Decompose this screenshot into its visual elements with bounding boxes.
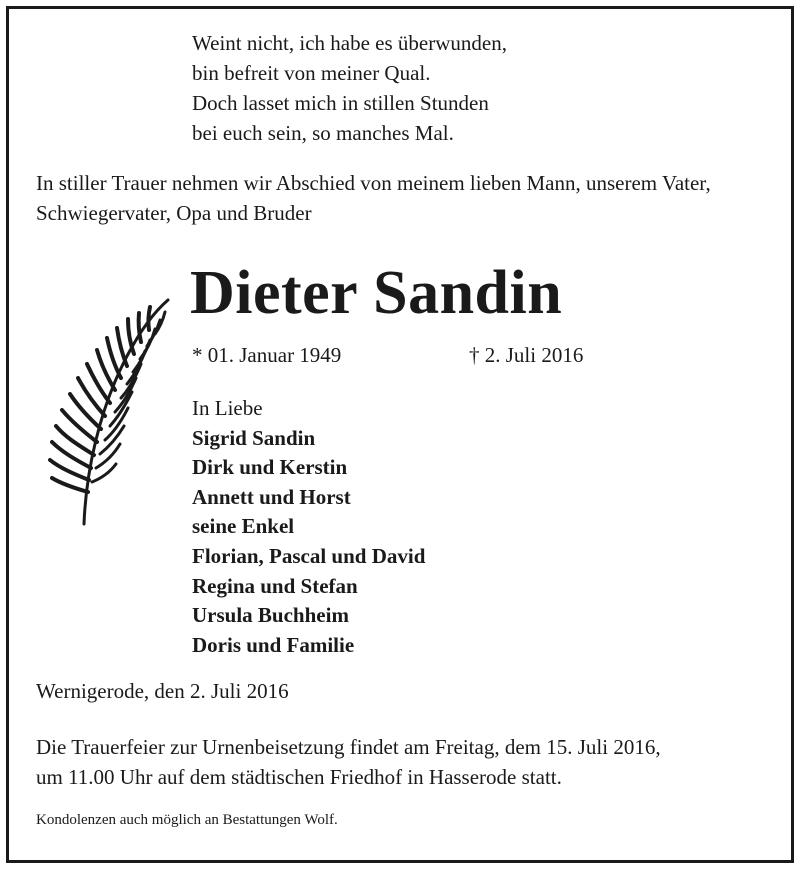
mourner-name: seine Enkel — [192, 514, 295, 539]
mourner-name: Annett und Horst — [192, 484, 351, 509]
mourner-name: Sigrid Sandin — [192, 425, 316, 450]
mourner-name: Florian, Pascal und David — [192, 543, 426, 568]
poem-line: Doch lasset mich in stillen Stunden — [192, 91, 489, 115]
condolences-note: Kondolenzen auch möglich an Bestattungen Wolf. — [36, 812, 338, 828]
poem-line: Weint nicht, ich habe es überwunden, — [192, 31, 507, 55]
intro-text: In stiller Trauer nehmen wir Abschied von meinem lieben Mann, unserem Vater, Schwiegervater, Opa und Bruder — [36, 171, 711, 225]
ceremony-line: um 11.00 Uhr auf dem städtischen Friedhof in Hasserode statt. — [36, 765, 562, 789]
poem — [192, 28, 507, 148]
poem-line: bin befreit von meiner Qual. — [192, 61, 431, 85]
palm-frond-icon — [44, 292, 174, 528]
mourner-name: Doris und Familie — [192, 632, 355, 657]
mourners-lead: In Liebe — [192, 396, 263, 420]
deceased-name: Dieter Sandin — [190, 259, 563, 327]
death-date: † 2. Juli 2016 — [469, 343, 584, 367]
ceremony-info — [36, 732, 786, 792]
birth-date: * 01. Januar 1949 — [192, 343, 342, 367]
ceremony-line: Die Trauerfeier zur Urnenbeisetzung findet am Freitag, dem 15. Juli 2016, — [36, 735, 661, 759]
poem-line: bei euch sein, so manches Mal. — [192, 121, 454, 145]
mourner-name: Regina und Stefan — [192, 573, 358, 598]
mourner-name: Dirk und Kerstin — [192, 455, 348, 480]
place-and-date: Wernigerode, den 2. Juli 2016 — [36, 679, 289, 703]
mourner-name: Ursula Buchheim — [192, 603, 349, 628]
mourners-list — [192, 394, 425, 660]
